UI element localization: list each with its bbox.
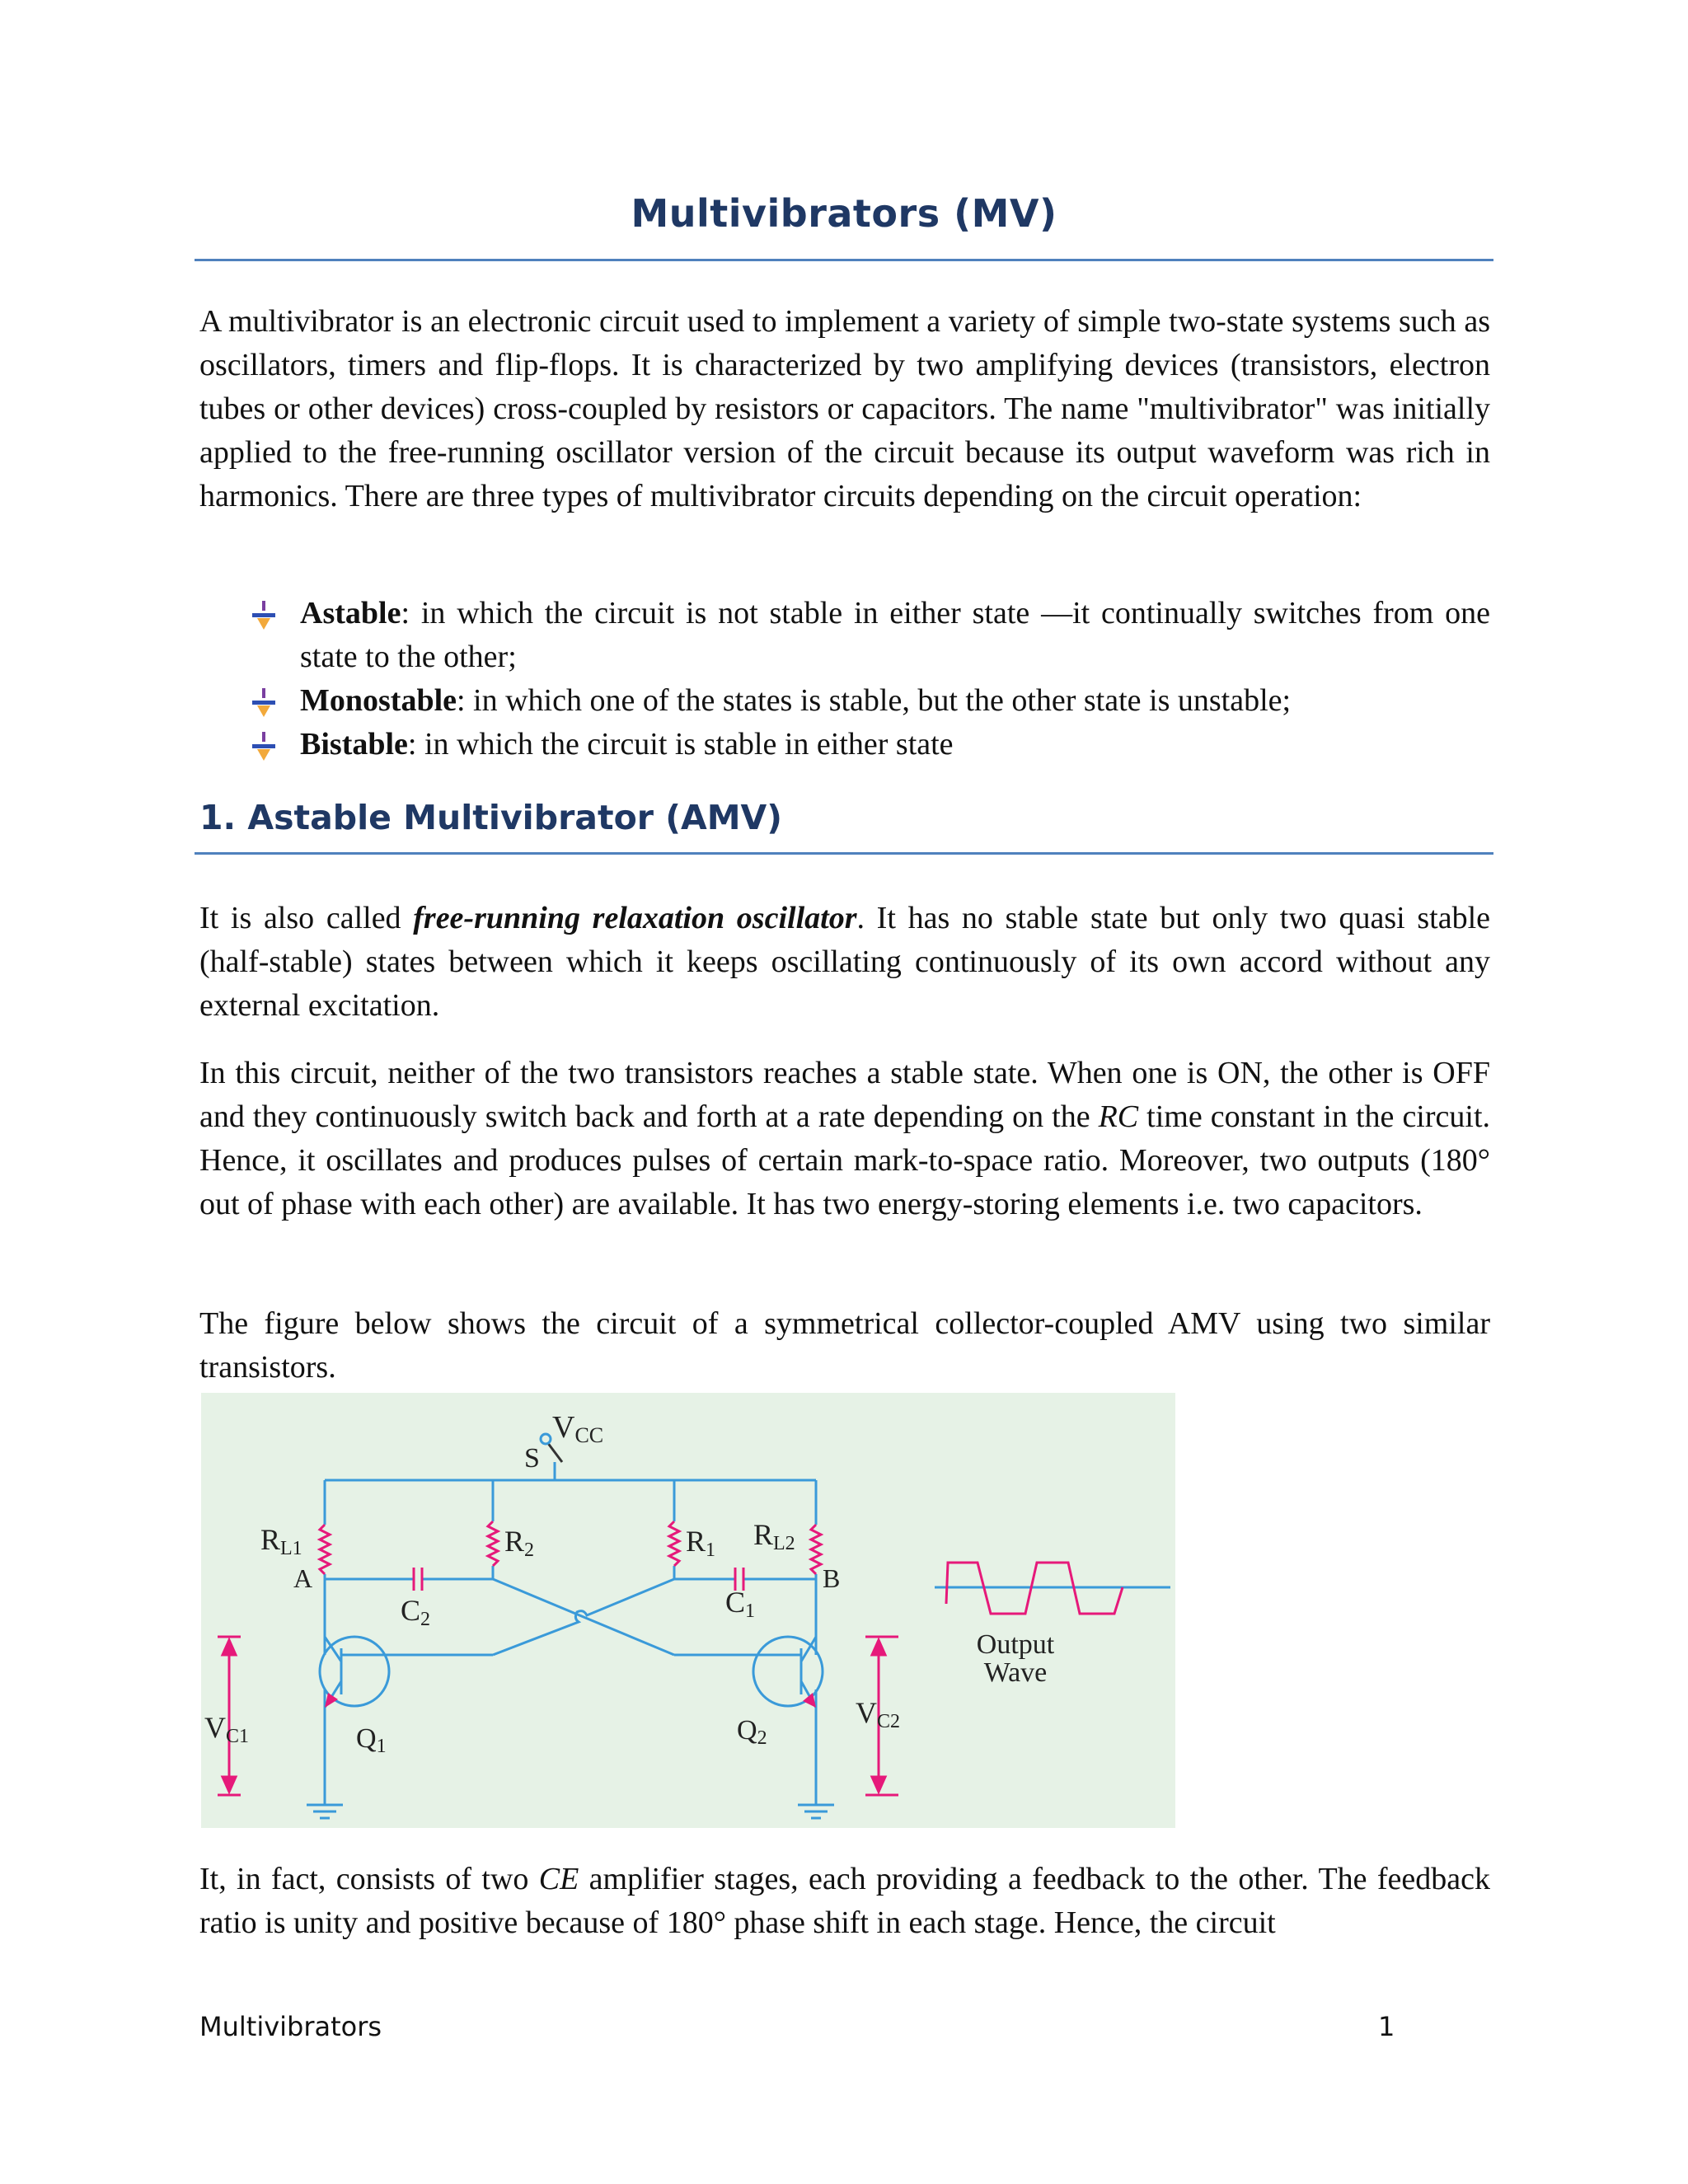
node-a-label: A (293, 1563, 313, 1593)
amv-circuit-figure (201, 1393, 1175, 1828)
arrow-bullet-icon (247, 598, 280, 631)
list-item (247, 592, 1490, 679)
output-label-line2: Wave (983, 1657, 1048, 1688)
q1-label: Q1 (356, 1723, 387, 1757)
p1-after: . It has no stable state but only two quasi stable (half-stable) states between which it keeps oscillating continuously of its own accord without any external excitation. (199, 901, 1490, 1023)
rl1-label: RL1 (260, 1523, 302, 1559)
vcc-label: VCC (552, 1410, 604, 1447)
footer-title: Multivibrators (199, 2011, 382, 2042)
q2-label: Q2 (737, 1715, 767, 1749)
type-term-astable: Astable (300, 596, 401, 630)
type-text-bistable: : in which the circuit is stable in either state (407, 727, 954, 762)
r2-label: R2 (504, 1525, 535, 1561)
circuit-diagram (201, 1393, 1175, 1828)
section-body-2 (199, 1052, 1490, 1226)
page-number: 1 (1378, 2011, 1395, 2042)
section-rule (195, 852, 1493, 855)
arrow-bullet-icon (247, 686, 280, 719)
p1-emphasis: free-running relaxation oscillator (413, 901, 857, 935)
q1-emitter-arrow (325, 1693, 338, 1708)
c2-label: C2 (401, 1594, 431, 1630)
node-b-label: B (823, 1563, 841, 1593)
vcc-terminal-icon (541, 1434, 551, 1444)
section-body-4 (199, 1858, 1490, 1945)
paragraph-figure-intro: The figure below shows the circuit of a symmetrical collector-coupled AMV using two similar transistors. (199, 1306, 1490, 1385)
c1-label: C1 (725, 1586, 756, 1622)
section-body-1 (199, 897, 1490, 1028)
rl2-label: RL2 (753, 1518, 795, 1554)
type-term-bistable: Bistable (300, 727, 408, 762)
vc1-label: VC1 (204, 1711, 250, 1747)
section-body-3 (199, 1302, 1490, 1390)
p1-before: It is also called (199, 901, 414, 935)
arrow-bullet-icon (247, 729, 280, 762)
p2-after: time constant in the circuit. Hence, it oscillates and produces pulses of certain mark-to-space ratio. Moreover, two outputs (180° out of phase with each other) are available. It has two energy-storing elements i.e. two capacitors. (199, 1099, 1491, 1221)
paragraph-free-running (199, 897, 1490, 1028)
r1-label: R1 (686, 1525, 716, 1561)
vc2-label: VC2 (856, 1696, 901, 1732)
title-rule (195, 259, 1493, 261)
section-heading: 1. Astable Multivibrator (AMV) (199, 798, 782, 837)
p2-rc: RC (1098, 1099, 1139, 1134)
p4-after: amplifier stages, each providing a feedback to the other. The feedback ratio is unity and positive because of 180° phase shift in each stage. Hence, the circuit (199, 1862, 1490, 1940)
switch-label: S (524, 1443, 540, 1474)
type-text-monostable: : in which one of the states is stable, but the other state is unstable; (457, 683, 1292, 718)
intro-paragraph: A multivibrator is an electronic circuit used to implement a variety of simple two-state systems such as oscillators, timers and flip-flops. It is characterized by two amplifying devices (transistors, electron tubes or other devices) cross-coupled by resistors or capacitors. The name "multivibrator" was initially applied to the free-running oscillator version of the circuit because its output waveform was rich in harmonics. There are three types of multivibrator circuits depending on the circuit operation: (199, 304, 1490, 513)
intro-block (199, 300, 1490, 518)
list-item (247, 723, 1490, 766)
p2-before: In this circuit, neither of the two transistors reaches a stable state. When one is ON, the other is OFF and they continuously switch back and forth at a rate depending on the (199, 1056, 1490, 1134)
type-term-monostable: Monostable (300, 683, 457, 718)
types-list (247, 592, 1490, 766)
paragraph-transistors (199, 1052, 1490, 1226)
paragraph-ce-stages (199, 1858, 1490, 1945)
page-title: Multivibrators (MV) (631, 191, 1057, 236)
p4-ce: CE (538, 1862, 579, 1896)
output-label-line1: Output (976, 1629, 1055, 1660)
p4-before: It, in fact, consists of two (199, 1862, 539, 1896)
type-text-astable: : in which the circuit is not stable in either state —it continually switches from one state to the other; (300, 596, 1490, 674)
list-item (247, 679, 1490, 723)
